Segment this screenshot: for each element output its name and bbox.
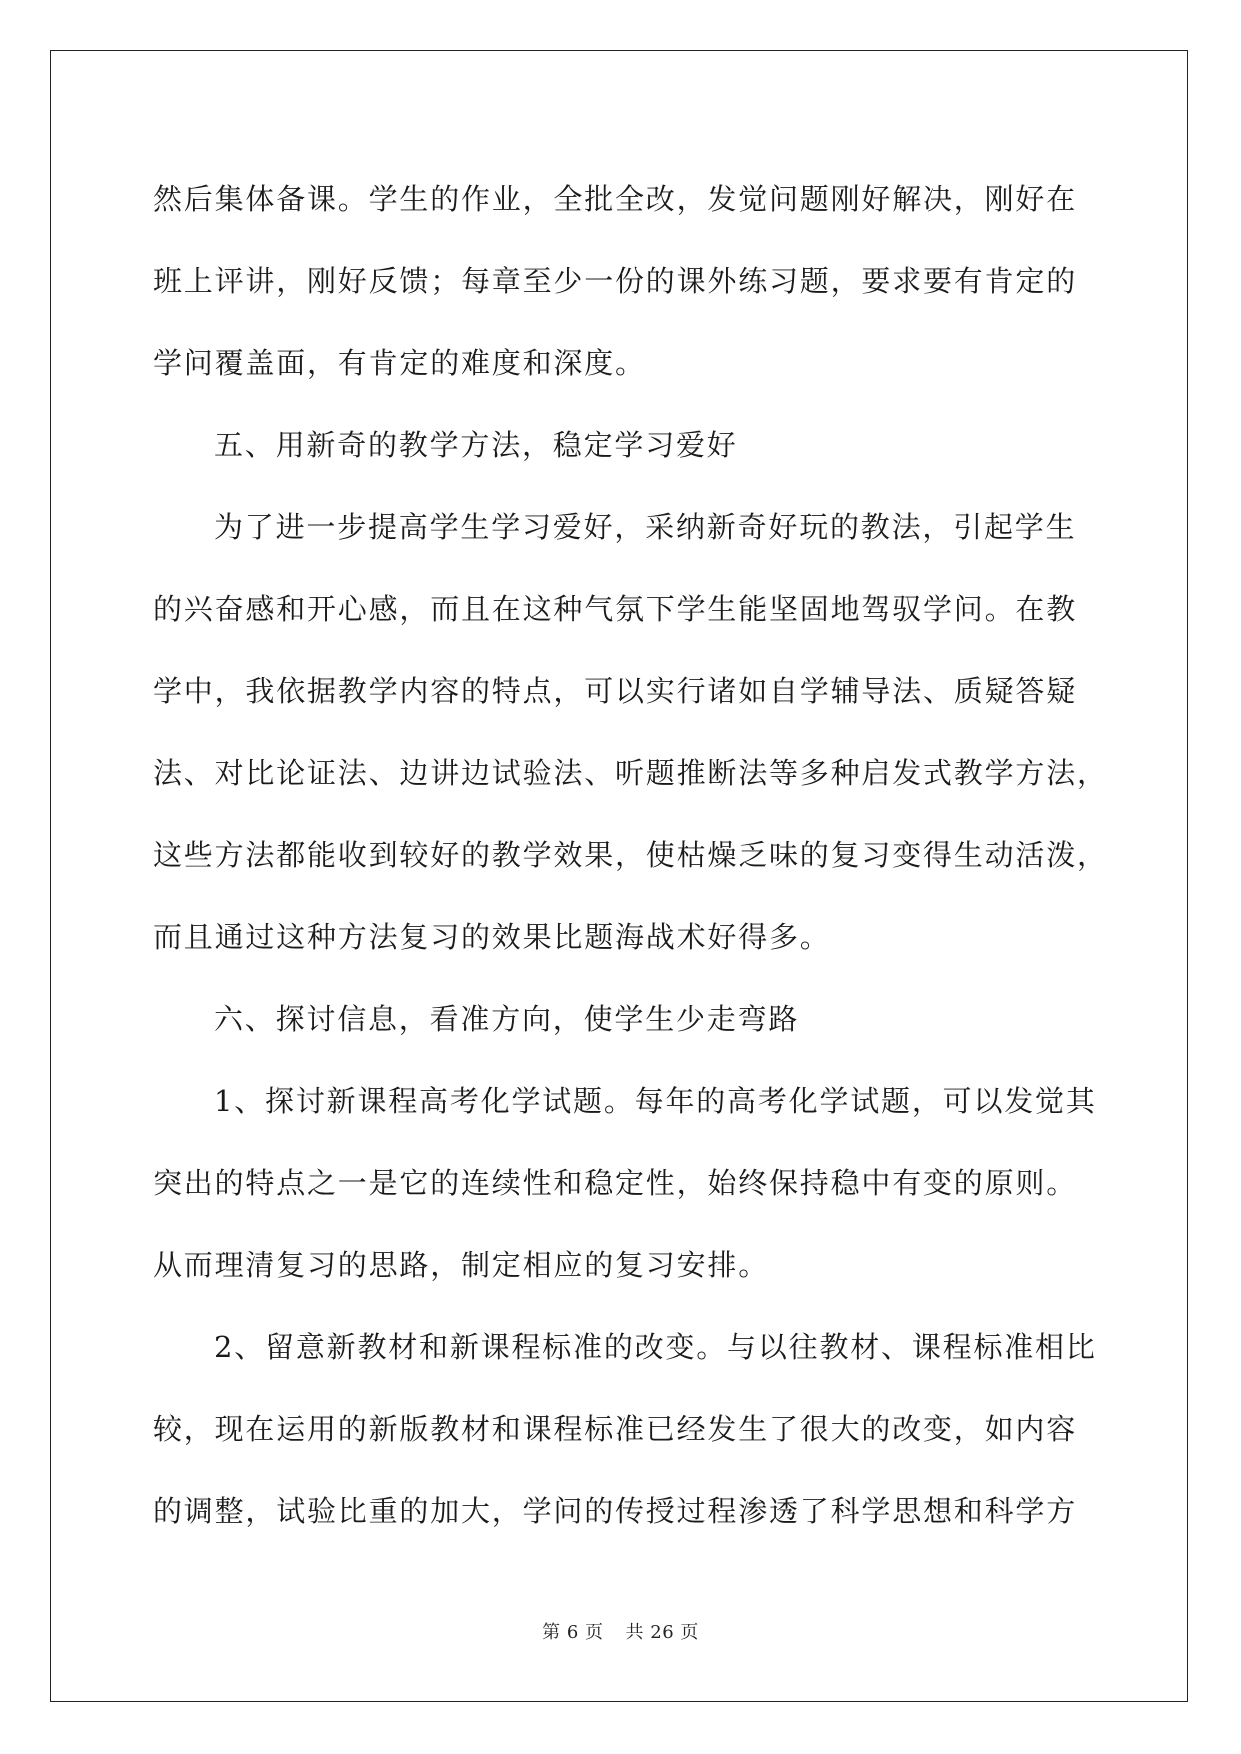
- text-line: 从而理清复习的思路，制定相应的复习安排。: [153, 1248, 770, 1282]
- text-line: 然后集体备课。学生的作业，全批全改，发觉问题刚好解决，刚好在: [153, 182, 1078, 216]
- total-page-count: 共 26 页: [625, 1622, 699, 1643]
- text-line: 为了进一步提高学生学习爱好，采纳新奇好玩的教法，引起学生: [214, 510, 1077, 544]
- text-line: 较，现在运用的新版教材和课程标准已经发生了很大的改变，如内容: [153, 1412, 1078, 1446]
- text-line: 法、对比论证法、边讲边试验法、听题推断法等多种启发式教学方法，: [153, 756, 1108, 790]
- document-body: [153, 158, 1108, 1552]
- text-line: 班上评讲，刚好反馈；每章至少一份的课外练习题，要求要有肯定的: [153, 264, 1078, 298]
- text-line: 2、留意新教材和新课程标准的改变。与以往教材、课程标准相比: [214, 1330, 1097, 1364]
- page-footer: [0, 1618, 1241, 1644]
- section-heading: 五、用新奇的教学方法，稳定学习爱好: [214, 428, 738, 462]
- text-line: 这些方法都能收到较好的教学效果，使枯燥乏味的复习变得生动活泼，: [153, 838, 1108, 872]
- section-heading: 六、探讨信息，看准方向，使学生少走弯路: [214, 1002, 800, 1036]
- text-line: 突出的特点之一是它的连续性和稳定性，始终保持稳中有变的原则。: [153, 1166, 1078, 1200]
- text-line: 的兴奋感和开心感，而且在这种气氛下学生能坚固地驾驭学问。在教: [153, 592, 1078, 626]
- text-line: 而且通过这种方法复习的效果比题海战术好得多。: [153, 920, 831, 954]
- text-line: 1、探讨新课程高考化学试题。每年的高考化学试题，可以发觉其: [214, 1084, 1097, 1118]
- text-line: 学问覆盖面，有肯定的难度和深度。: [153, 346, 646, 380]
- current-page-number: 第 6 页: [542, 1622, 604, 1643]
- text-line: 的调整，试验比重的加大，学问的传授过程渗透了科学思想和科学方: [153, 1494, 1078, 1528]
- text-line: 学中，我依据教学内容的特点，可以实行诸如自学辅导法、质疑答疑: [153, 674, 1078, 708]
